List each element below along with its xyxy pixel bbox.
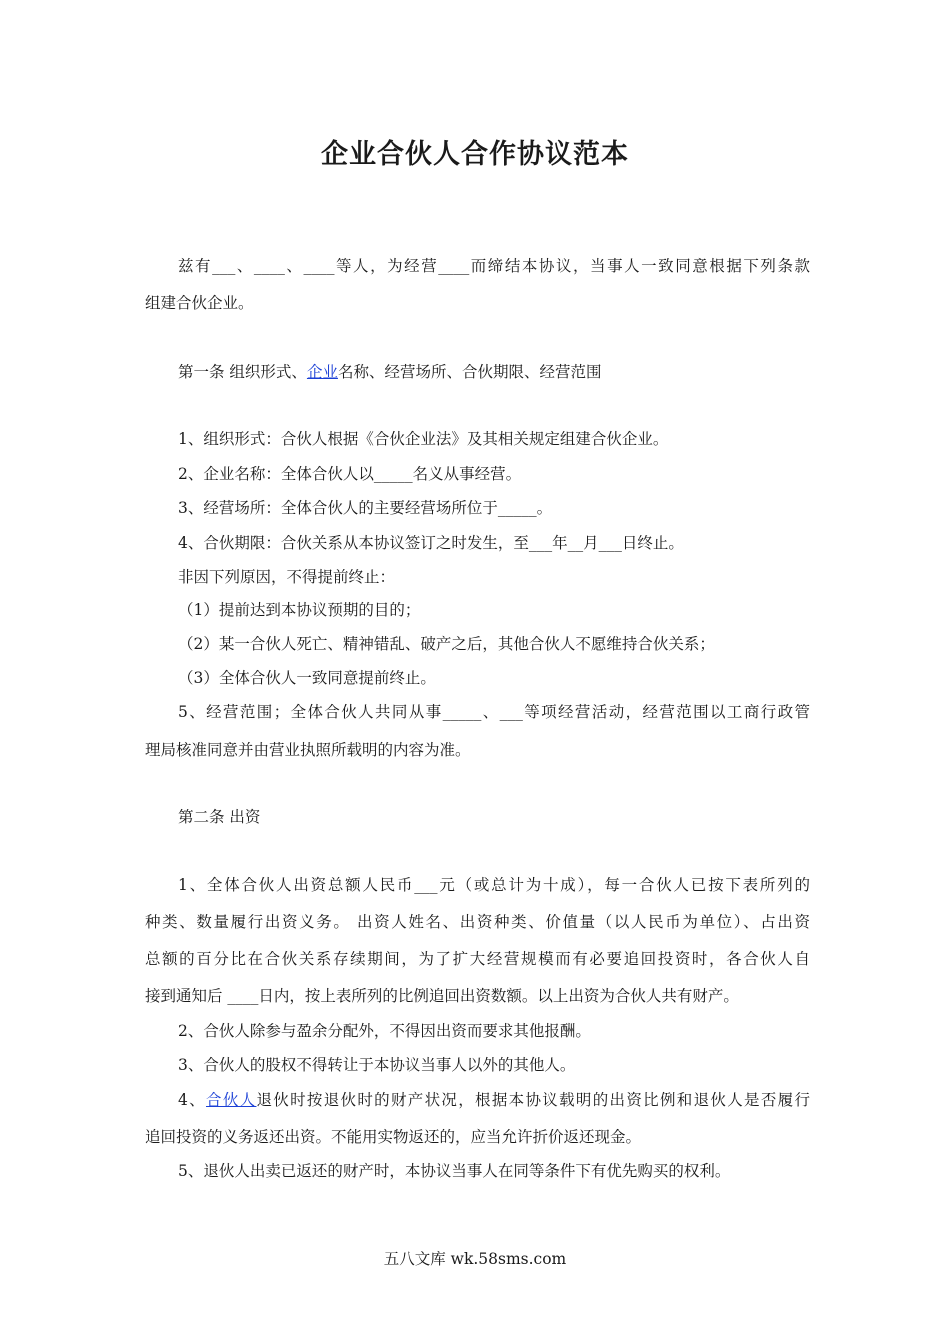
article2-p4-post: 退伙时按退伙时的财产状况，根据本协议载明的出资比例和退伙人是否履行 xyxy=(256,1091,810,1109)
article1-note: 非因下列原因，不得提前终止： xyxy=(178,568,396,586)
article1-heading xyxy=(178,362,810,382)
article2-p1-line-2: 种类、数量履行出资义务。 出资人姓名、出资种类、价值量（以人民币为单位）、占出资 xyxy=(145,913,810,931)
article1-item-3: 3、经营场所：全体合伙人的主要经营场所位于_____。 xyxy=(178,499,553,517)
article1-item-5-line-1: 5、经营范围；全体合伙人共同从事_____、___等项经营活动，经营范围以工商行政管 xyxy=(178,703,810,721)
article2-p4-line-1 xyxy=(178,1090,810,1110)
intro-line-1: 兹有___、____、____等人，为经营____而缔结本协议，当事人一致同意根据下列条款 xyxy=(178,257,810,275)
enterprise-link[interactable]: 企业 xyxy=(306,363,338,381)
article2-heading: 第二条 出资 xyxy=(178,808,261,826)
intro-line-2: 组建合伙企业。 xyxy=(145,294,254,312)
article1-heading-post: 名称、经营场所、合伙期限、经营范围 xyxy=(337,363,602,381)
article1-item-2: 2、企业名称：全体合伙人以_____名义从事经营。 xyxy=(178,465,522,483)
page-footer: 五八文库 wk.58sms.com xyxy=(383,1250,567,1268)
document-title: 企业合伙人合作协议范本 xyxy=(321,139,629,170)
article2-p4-pre: 4、 xyxy=(178,1091,206,1109)
article1-condition-1: （1）提前达到本协议预期的目的； xyxy=(178,601,421,619)
article2-p1-line-1: 1、全体合伙人出资总额人民币___元（或总计为十成），每一合伙人已按下表所列的 xyxy=(178,876,810,894)
article2-p1-line-4: 接到通知后 ____日内，按上表所列的比例追回出资数额。以上出资为合伙人共有财产。 xyxy=(145,987,739,1005)
article1-heading-pre: 第一条 组织形式、 xyxy=(178,363,307,381)
article1-item-4: 4、合伙期限：合伙关系从本协议签订之时发生，至___年__月___日终止。 xyxy=(178,534,684,552)
article2-p3: 3、合伙人的股权不得转让于本协议当事人以外的其他人。 xyxy=(178,1056,576,1074)
partner-link[interactable]: 合伙人 xyxy=(206,1091,257,1109)
article1-condition-2: （2）某一合伙人死亡、精神错乱、破产之后，其他合伙人不愿维持合伙关系； xyxy=(178,635,715,653)
article1-item-1: 1、组织形式：合伙人根据《合伙企业法》及其相关规定组建合伙企业。 xyxy=(178,430,669,448)
article2-p4-line-2: 追回投资的义务返还出资。不能用实物返还的，应当允许折价返还现金。 xyxy=(145,1128,642,1146)
article2-p5: 5、退伙人出卖已返还的财产时，本协议当事人在同等条件下有优先购买的权利。 xyxy=(178,1162,731,1180)
article2-p1-line-3: 总额的百分比在合伙关系存续期间，为了扩大经营规模而有必要追回投资时，各合伙人自 xyxy=(145,950,810,968)
article2-p2: 2、合伙人除参与盈余分配外，不得因出资而要求其他报酬。 xyxy=(178,1022,591,1040)
article1-item-5-line-2: 理局核准同意并由营业执照所载明的内容为准。 xyxy=(145,741,471,759)
article1-condition-3: （3）全体合伙人一致同意提前终止。 xyxy=(178,669,436,687)
